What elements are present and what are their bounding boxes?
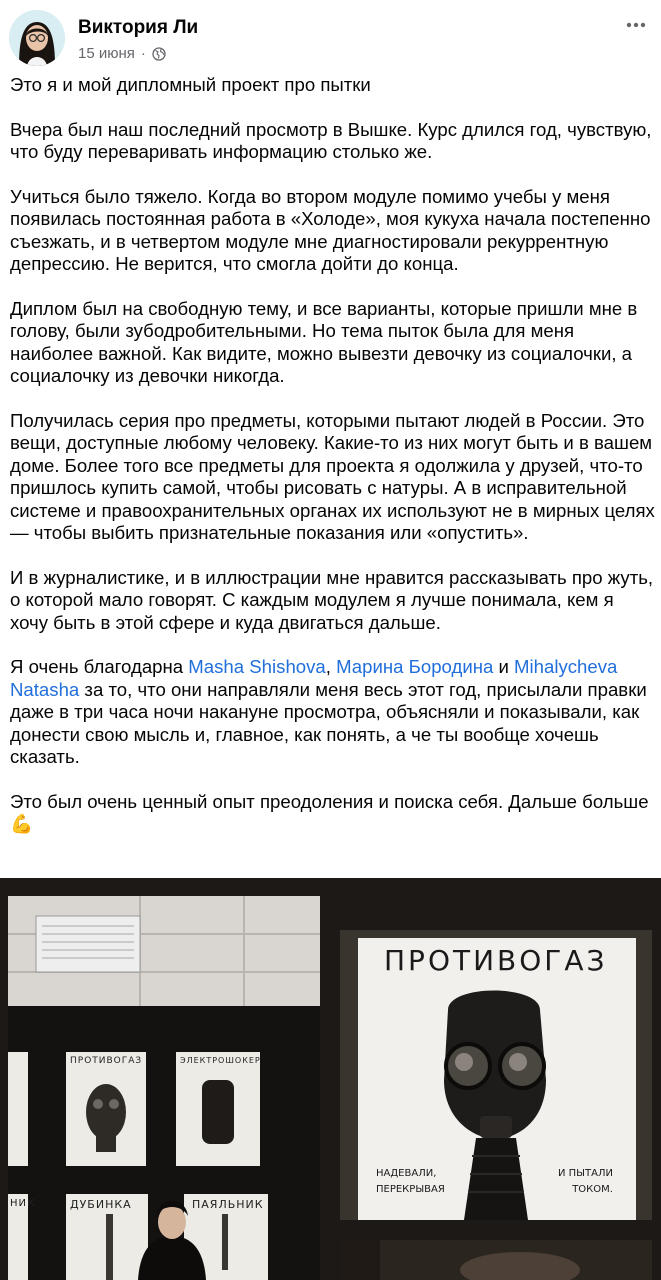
author-name[interactable]: Виктория Ли [78,17,199,38]
mention-mihalycheva-natasha[interactable]: Mihalycheva Natasha [10,656,618,700]
caption-right-line-1: И ПЫТАЛИ [558,1168,613,1179]
mention-separator-1: , [325,656,337,678]
additional-photo[interactable] [340,1240,652,1280]
post-paragraph-8 [10,791,655,836]
gasmask-poster-photo[interactable] [340,930,652,1220]
post-paragraph-6: И в журналистике, и в иллюстрации мне нравится рассказывать про жуть, о которой мало говорят. С каждым модулем я лучше понимала, кем я хочу быть в этой сфере и куда двигаться дальше. [10,566,654,633]
thanks-rest: за то, что они направляли меня весь этот год, присылали правки даже в три часа ночи накануне просмотра, объясняли и показывали, как донести свою мысль и, главное, как понять, а че ты вообще хочешь сказать. [10,678,647,768]
meta-separator: · [140,45,146,62]
flexed-biceps-emoji: 💪 [10,813,34,835]
post-body [10,74,655,836]
post-paragraph-1: Это я и мой дипломный проект про пытки [10,74,371,95]
globe-icon [152,47,166,61]
poster-label-gasmask-small: ПРОТИВОГАЗ [70,1056,143,1066]
additional-photo-scene [340,1240,652,1280]
poster-label-baton: ДУБИНКА [70,1198,132,1211]
poster-title-gasmask: ПРОТИВОГАЗ [384,944,608,977]
caption-left-line-1: НАДЕВАЛИ, [376,1168,437,1179]
photo-gallery [0,878,661,1280]
post-date[interactable]: 15 июня [78,45,135,62]
poster-label-soldering-iron: ПАЯЛЬНИК [192,1198,264,1211]
caption-left-line-2: ПЕРЕКРЫВАЯ [376,1184,445,1195]
post-meta [78,45,166,62]
mention-separator-2: и [493,656,515,678]
author-avatar[interactable] [9,10,65,66]
mention-marina-borodina[interactable]: Марина Бородина [336,656,494,678]
avatar-portrait [9,10,65,66]
mention-masha-shishova[interactable]: Masha Shishova [188,656,326,678]
caption-right-line-2: ТОКОМ. [572,1184,613,1195]
poster-label-partial: НИК [10,1198,36,1209]
poster-label-electroshocker: ЭЛЕКТРОШОКЕР [180,1056,261,1065]
closing-text: Это был очень ценный опыт преодоления и поиска себя. Дальше больше [10,790,649,812]
post-paragraph-4: Диплом был на свободную тему, и все варианты, которые пришли мне в голову, были зубодробительными. Но тема пыток была для меня наиболее важной. Как видите, можно вывезти девочку из социалочки, а социалочку из девочки никогда. [10,298,638,387]
post-paragraph-3: Учиться было тяжело. Когда во втором модуле помимо учебы у меня появилась постоянная работа в «Холоде», моя кукуха начала постепенно съезжать, и в четвертом модуле мне диагностировали рекуррентную депрессию. Не верится, что смогла дойти до конца. [10,186,651,275]
post-paragraph-5: Получилась серия про предметы, которыми пытают людей в России. Это вещи, доступные любому человеку. Какие-то из них могут быть и в вашем доме. Более того все предметы для проекта я одолжила у друзей, что-то пришлось купить самой, чтобы рисовать с натуры. А в исправительной системе и правоохранительных органах их используют не в мирных целях — чтобы выбить признательные показания или «опустить». [10,410,655,544]
poster-caption-left [376,1166,445,1198]
exhibition-scene [8,896,320,1280]
exhibition-photo[interactable] [8,896,320,1280]
more-horizontal-icon[interactable] [625,14,647,36]
poster-caption-right [558,1166,613,1198]
post-header [0,0,661,72]
thanks-intro: Я очень благодарна [10,656,189,678]
post-paragraph-7 [10,656,655,768]
post-paragraph-2: Вчера был наш последний просмотр в Вышке. Курс длился год, чувствую, что буду переваривать информацию столько же. [10,118,652,163]
